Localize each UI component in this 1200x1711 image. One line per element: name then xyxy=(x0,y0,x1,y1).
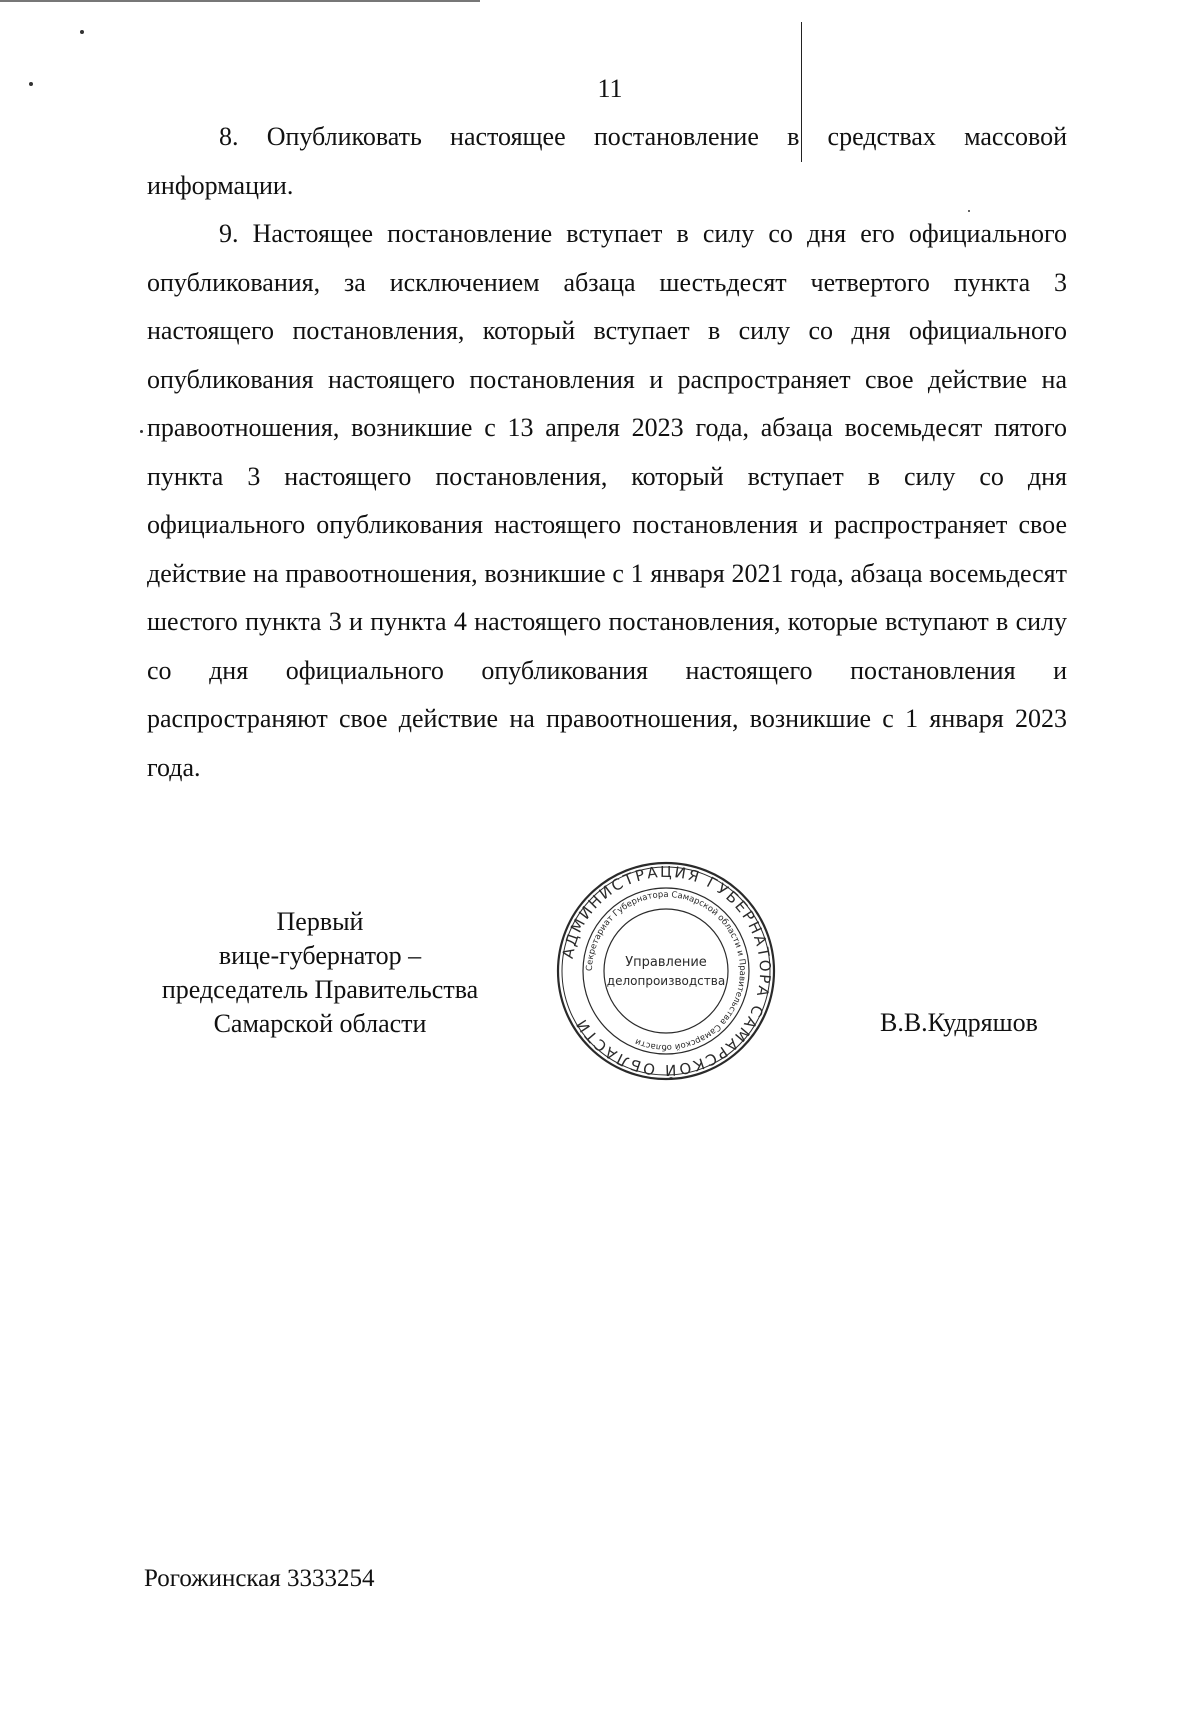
paragraph-9: 9. Настоящее постановление вступает в силу со дня его официального опубликования, за исключением абзаца шестьдесят четвертого пункта 3 настоящего постановления, который вступает в силу со дня официального опубликования настоящего постановления и распространяет свое действие на правоотношения, возникшие с 13 апреля 2023 года, абзаца восемьдесят пятого пункта 3 настоящего постановления, который вступает в силу со дня официального опубликования настоящего постановления и распространяет свое действие на правоотношения, возникшие с 1 января 2021 года, абзаца восемьдесят шестого пункта 3 и пункта 4 настоящего постановления, которые вступают в силу со дня официального опубликования настоящего постановления и распространяют свое действие на правоотношения, возникшие с 1 января 2023 года. xyxy=(147,219,1067,782)
svg-text:Секретариат Губернатора Самарс xyxy=(585,890,747,1052)
paragraph-8: 8. Опубликовать настоящее постановление в средствах массовой информации. xyxy=(147,122,1067,200)
scan-speck xyxy=(140,430,143,433)
position-line: Первый xyxy=(276,907,364,936)
seal-center-line: делопроизводства xyxy=(606,974,726,988)
seal-middle-text: Секретариат Губернатора Самарской области и Правительства Самарской области xyxy=(584,889,748,1053)
position-line: председатель Правительства xyxy=(161,975,479,1004)
official-seal xyxy=(555,860,777,1082)
signatory-position xyxy=(140,905,500,1041)
signer-name: В.В.Кудряшов xyxy=(880,1008,1038,1037)
scan-edge-line xyxy=(0,0,480,2)
body-text xyxy=(147,113,1067,792)
scan-speck xyxy=(29,82,33,86)
position-line: вице-губернатор – xyxy=(218,941,422,970)
seal-outer-text: АДМИНИСТРАЦИЯ ГУБЕРНАТОРА САМАРСКОЙ ОБЛАСТИ xyxy=(558,862,775,1080)
scan-speck xyxy=(80,30,84,34)
position-line: Самарской области xyxy=(213,1009,427,1038)
page-number: 11 xyxy=(597,74,623,103)
seal-center-line: Управление xyxy=(625,955,707,970)
executor-note: Рогожинская 3333254 xyxy=(144,1565,375,1592)
